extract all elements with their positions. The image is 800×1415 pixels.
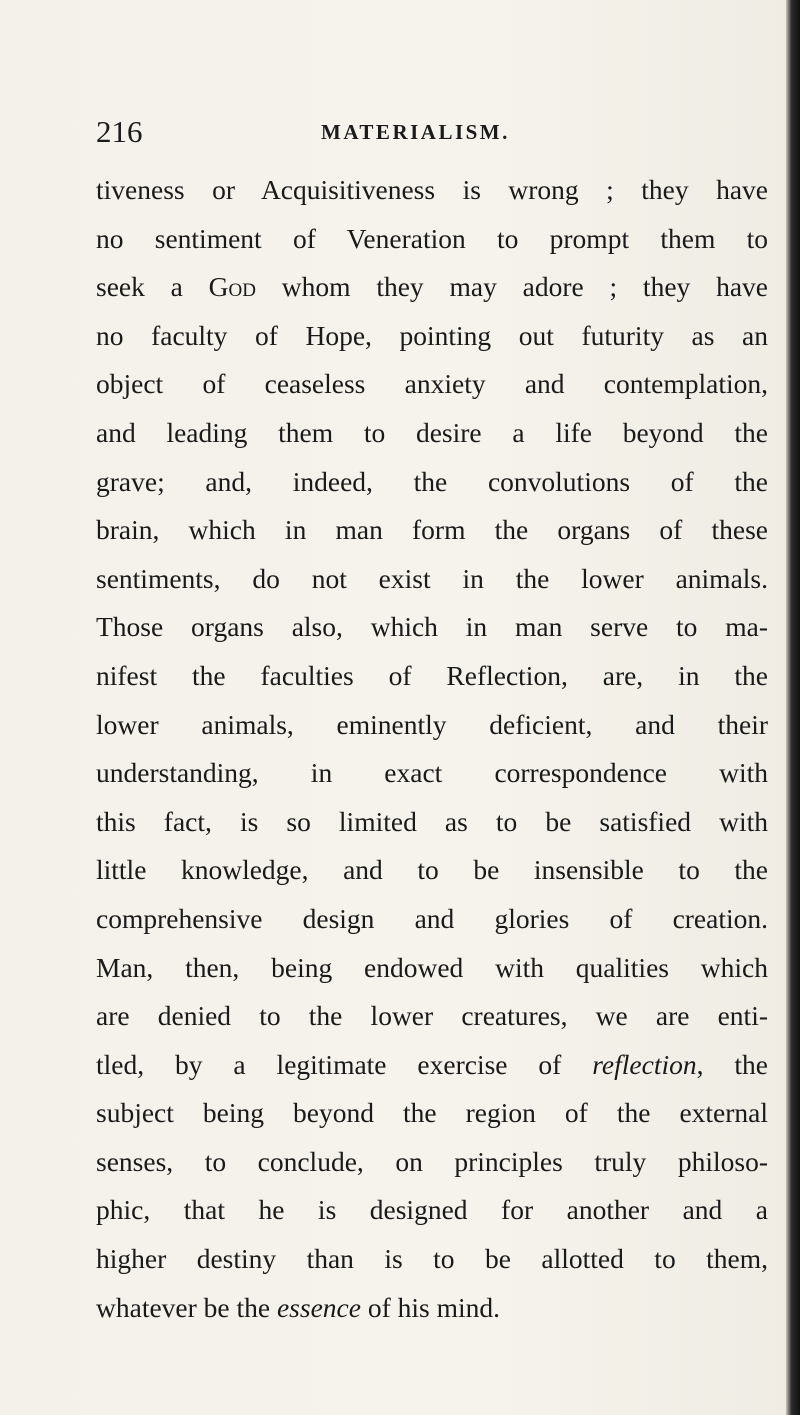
text-fragment: object of ceaseless anxiety and contemplation, [96, 368, 768, 400]
text-line [96, 992, 768, 1041]
text-fragment: senses, to conclude, on principles truly philoso- [96, 1145, 768, 1177]
text-fragment: subject being beyond the region of the external [96, 1097, 768, 1129]
text-line [96, 506, 768, 555]
text-line [96, 749, 768, 798]
text-line [96, 1041, 768, 1090]
text-line [96, 409, 768, 458]
text-fragment: tiveness or Acquisitiveness is wrong ; they have [96, 174, 768, 205]
page-header [96, 114, 736, 154]
text-fragment: and leading them to desire a life beyond the [96, 416, 768, 448]
text-fragment: seek a [96, 271, 209, 303]
text-fragment: tled, by a legitimate exercise of [96, 1048, 593, 1080]
text-fragment: higher destiny than is to be allotted to them, [96, 1243, 768, 1275]
text-line [96, 555, 768, 604]
text-line [96, 944, 768, 993]
text-fragment: comprehensive design and glories of creation. [96, 902, 768, 934]
text-fragment: nifest the faculties of Reflection, are, in the [96, 659, 768, 691]
italic-word: essence [276, 1291, 361, 1323]
text-line [96, 1284, 768, 1333]
text-fragment: of his mind. [360, 1291, 500, 1323]
text-fragment: no faculty of Hope, pointing out futurity as an [96, 319, 768, 351]
text-line [96, 360, 768, 409]
small-caps-word: God [208, 271, 256, 303]
text-fragment: whom they may adore ; they have [255, 271, 768, 303]
text-line [96, 603, 768, 652]
text-line [96, 1138, 768, 1187]
text-line [96, 701, 768, 750]
text-fragment: , the [696, 1048, 768, 1080]
text-fragment: grave; and, indeed, the convolutions of the [96, 465, 768, 497]
text-line [96, 798, 768, 847]
body-text [96, 166, 768, 1332]
italic-word: reflection [592, 1048, 697, 1080]
text-fragment: brain, which in man form the organs of these [96, 514, 768, 546]
text-line [96, 166, 768, 215]
text-fragment: phic, that he is designed for another and a [96, 1194, 768, 1226]
text-fragment: sentiments, do not exist in the lower animals. [96, 562, 768, 594]
text-line [96, 215, 768, 264]
text-fragment: are denied to the lower creatures, we are enti- [96, 1000, 768, 1032]
page-edge-shadow [786, 0, 800, 1415]
running-title: MATERIALISM. [321, 120, 510, 144]
text-line [96, 458, 768, 507]
text-fragment: little knowledge, and to be insensible to the [96, 854, 768, 886]
text-line [96, 312, 768, 361]
text-fragment: Man, then, being endowed with qualities which [96, 951, 768, 983]
text-fragment: whatever be the [96, 1291, 277, 1323]
page-number: 216 [96, 114, 143, 149]
text-fragment: Those organs also, which in man serve to ma- [96, 611, 768, 643]
text-line [96, 1235, 768, 1284]
text-line [96, 1089, 768, 1138]
text-line [96, 652, 768, 701]
text-fragment: this fact, is so limited as to be satisfied with [96, 805, 768, 837]
text-line [96, 895, 768, 944]
text-fragment: no sentiment of Veneration to prompt them to [96, 222, 768, 254]
text-fragment: lower animals, eminently deficient, and their [96, 708, 768, 740]
text-line [96, 846, 768, 895]
text-line [96, 1186, 768, 1235]
text-fragment: understanding, in exact correspondence with [96, 757, 768, 789]
text-line [96, 263, 768, 312]
